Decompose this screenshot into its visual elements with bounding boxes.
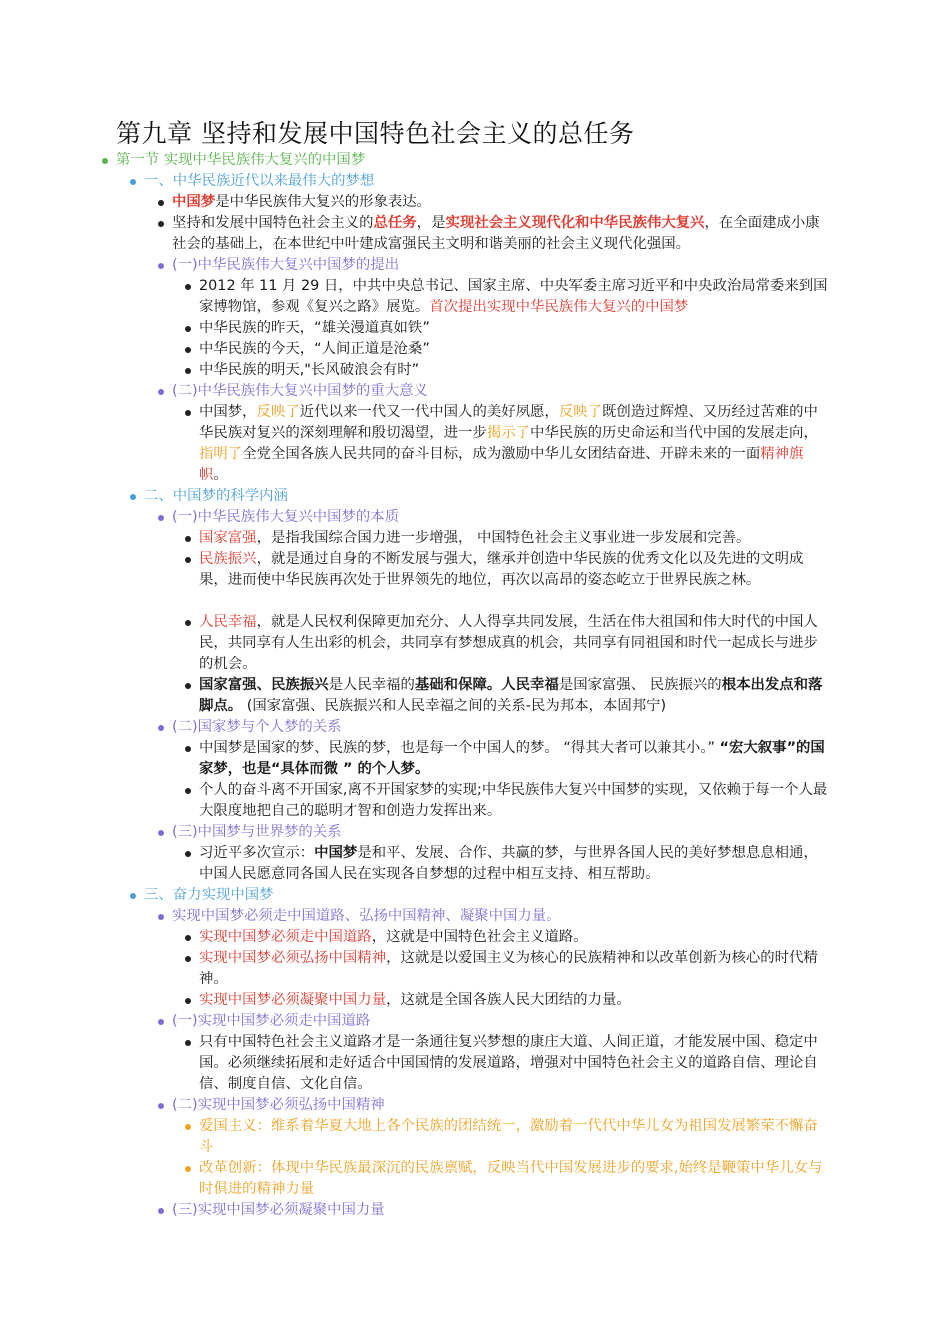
topic-heading: 实现中国梦必须走中国道路、弘扬中国精神、凝聚中国力量。 — [172, 906, 832, 927]
topic-heading: (二)国家梦与个人梦的关系 — [172, 717, 832, 738]
list-item: 实现中国梦必须走中国道路，这就是中国特色社会主义道路。 — [199, 927, 831, 948]
topic-heading: (一)中华民族伟大复兴中国梦的提出 — [172, 255, 832, 276]
list-item: 中华民族的昨天，“雄关漫道真如铁” — [199, 318, 831, 339]
list-item: 中华民族的今天，“人间正道是沧桑” — [199, 339, 831, 360]
topic-heading: (一)中华民族伟大复兴中国梦的本质 — [172, 507, 832, 528]
list-item: 民族振兴，就是通过自身的不断发展与强大，继承并创造中华民族的优秀文化以及先进的文明成果，进而使中华民族再次处于世界领先的地位，再次以高昂的姿态屹立于世界民族之林。 — [199, 549, 831, 591]
list-item: 国家富强，是指我国综合国力进一步增强， 中国特色社会主义事业进一步发展和完善。 — [199, 528, 831, 549]
list-item: 2012 年 11 月 29 日，中共中央总书记、国家主席、中央军委主席习近平和中央政治局常委来到国家博物馆，参观《复兴之路》展览。首次提出实现中华民族伟大复兴的中国梦 — [199, 276, 831, 318]
subsection-heading: 二、中国梦的科学内涵 — [144, 486, 884, 507]
topic-heading: (三)实现中国梦必须凝聚中国力量 — [172, 1200, 832, 1221]
list-item: 国家富强、民族振兴是人民幸福的基础和保障。人民幸福是国家富强、 民族振兴的根本出发点和落脚点。 (国家富强、民族振兴和人民幸福之间的关系-民为邦本，本固邦宁) — [199, 675, 831, 717]
list-item: 中华民族的明天,"长风破浪会有时” — [199, 360, 831, 381]
topic-heading: (三)中国梦与世界梦的关系 — [172, 822, 832, 843]
list-item: 只有中国特色社会主义道路才是一条通往复兴梦想的康庄大道、人间正道，才能发展中国、稳定中国。必须继续拓展和走好适合中国国情的发展道路，增强对中国特色社会主义的道路自信、理论自信、制度自信、文化自信。 — [199, 1032, 831, 1095]
list-item: 习近平多次宣示：中国梦是和平、发展、合作、共赢的梦，与世界各国人民的美好梦想息息相通，中国人民愿意同各国人民在实现各自梦想的过程中相互支持、相互帮助。 — [199, 843, 831, 885]
list-item: 人民幸福，就是人民权利保障更加充分、人人得享共同发展，生活在伟大祖国和伟大时代的中国人民，共同享有人生出彩的机会，共同享有梦想成真的机会，共同享有同祖国和时代一起成长与进步的机会。 — [199, 612, 831, 675]
subsection-heading: 三、奋力实现中国梦 — [144, 885, 884, 906]
list-item: 中国梦是国家的梦、民族的梦，也是每一个中国人的梦。 “得其大者可以兼其小。” “宏大叙事”的国家梦，也是“具体而微 ” 的个人梦。 — [199, 738, 831, 780]
chapter-title: 第九章 坚持和发展中国特色社会主义的总任务 — [116, 119, 635, 148]
list-item: 实现中国梦必须凝聚中国力量，这就是全国各族人民大团结的力量。 — [199, 990, 831, 1011]
list-item: 个人的奋斗离不开国家,离不开国家梦的实现;中华民族伟大复兴中国梦的实现，又依赖于每一个人最大限度地把自己的聪明才智和创造力发挥出来。 — [199, 780, 831, 822]
topic-heading: (一)实现中国梦必须走中国道路 — [172, 1011, 832, 1032]
list-item: 坚持和发展中国特色社会主义的总任务，是实现社会主义现代化和中华民族伟大复兴，在全面建成小康社会的基础上，在本世纪中叶建成富强民主文明和谐美丽的社会主义现代化强国。 — [172, 213, 832, 255]
list-item: 中国梦是中华民族伟大复兴的形象表达。 — [172, 192, 832, 213]
list-item: 爱国主义：维系着华夏大地上各个民族的团结统一，激励着一代代中华儿女为祖国发展繁荣不懈奋斗 — [199, 1116, 831, 1158]
topic-heading: (二)中华民族伟大复兴中国梦的重大意义 — [172, 381, 832, 402]
topic-heading: (二)实现中国梦必须弘扬中国精神 — [172, 1095, 832, 1116]
list-item: 实现中国梦必须弘扬中国精神，这就是以爱国主义为核心的民族精神和以改革创新为核心的时代精神。 — [199, 948, 831, 990]
list-item: 改革创新：体现中华民族最深沉的民族禀赋，反映当代中国发展进步的要求,始终是鞭策中华儿女与时俱进的精神力量 — [199, 1158, 831, 1200]
list-item: 中国梦，反映了近代以来一代又一代中国人的美好夙愿，反映了既创造过辉煌、又历经过苦难的中华民族对复兴的深刻理解和殷切渴望，进一步揭示了中华民族的历史命运和当代中国的发展走向，指明了全党全国各族人民共同的奋斗目标，成为激励中华儿女团结奋进、开辟未来的一面精神旗帜。 — [199, 402, 831, 486]
section-heading: 第一节 实现中华民族伟大复兴的中国梦 — [116, 150, 876, 171]
subsection-heading: 一、中华民族近代以来最伟大的梦想 — [144, 171, 884, 192]
